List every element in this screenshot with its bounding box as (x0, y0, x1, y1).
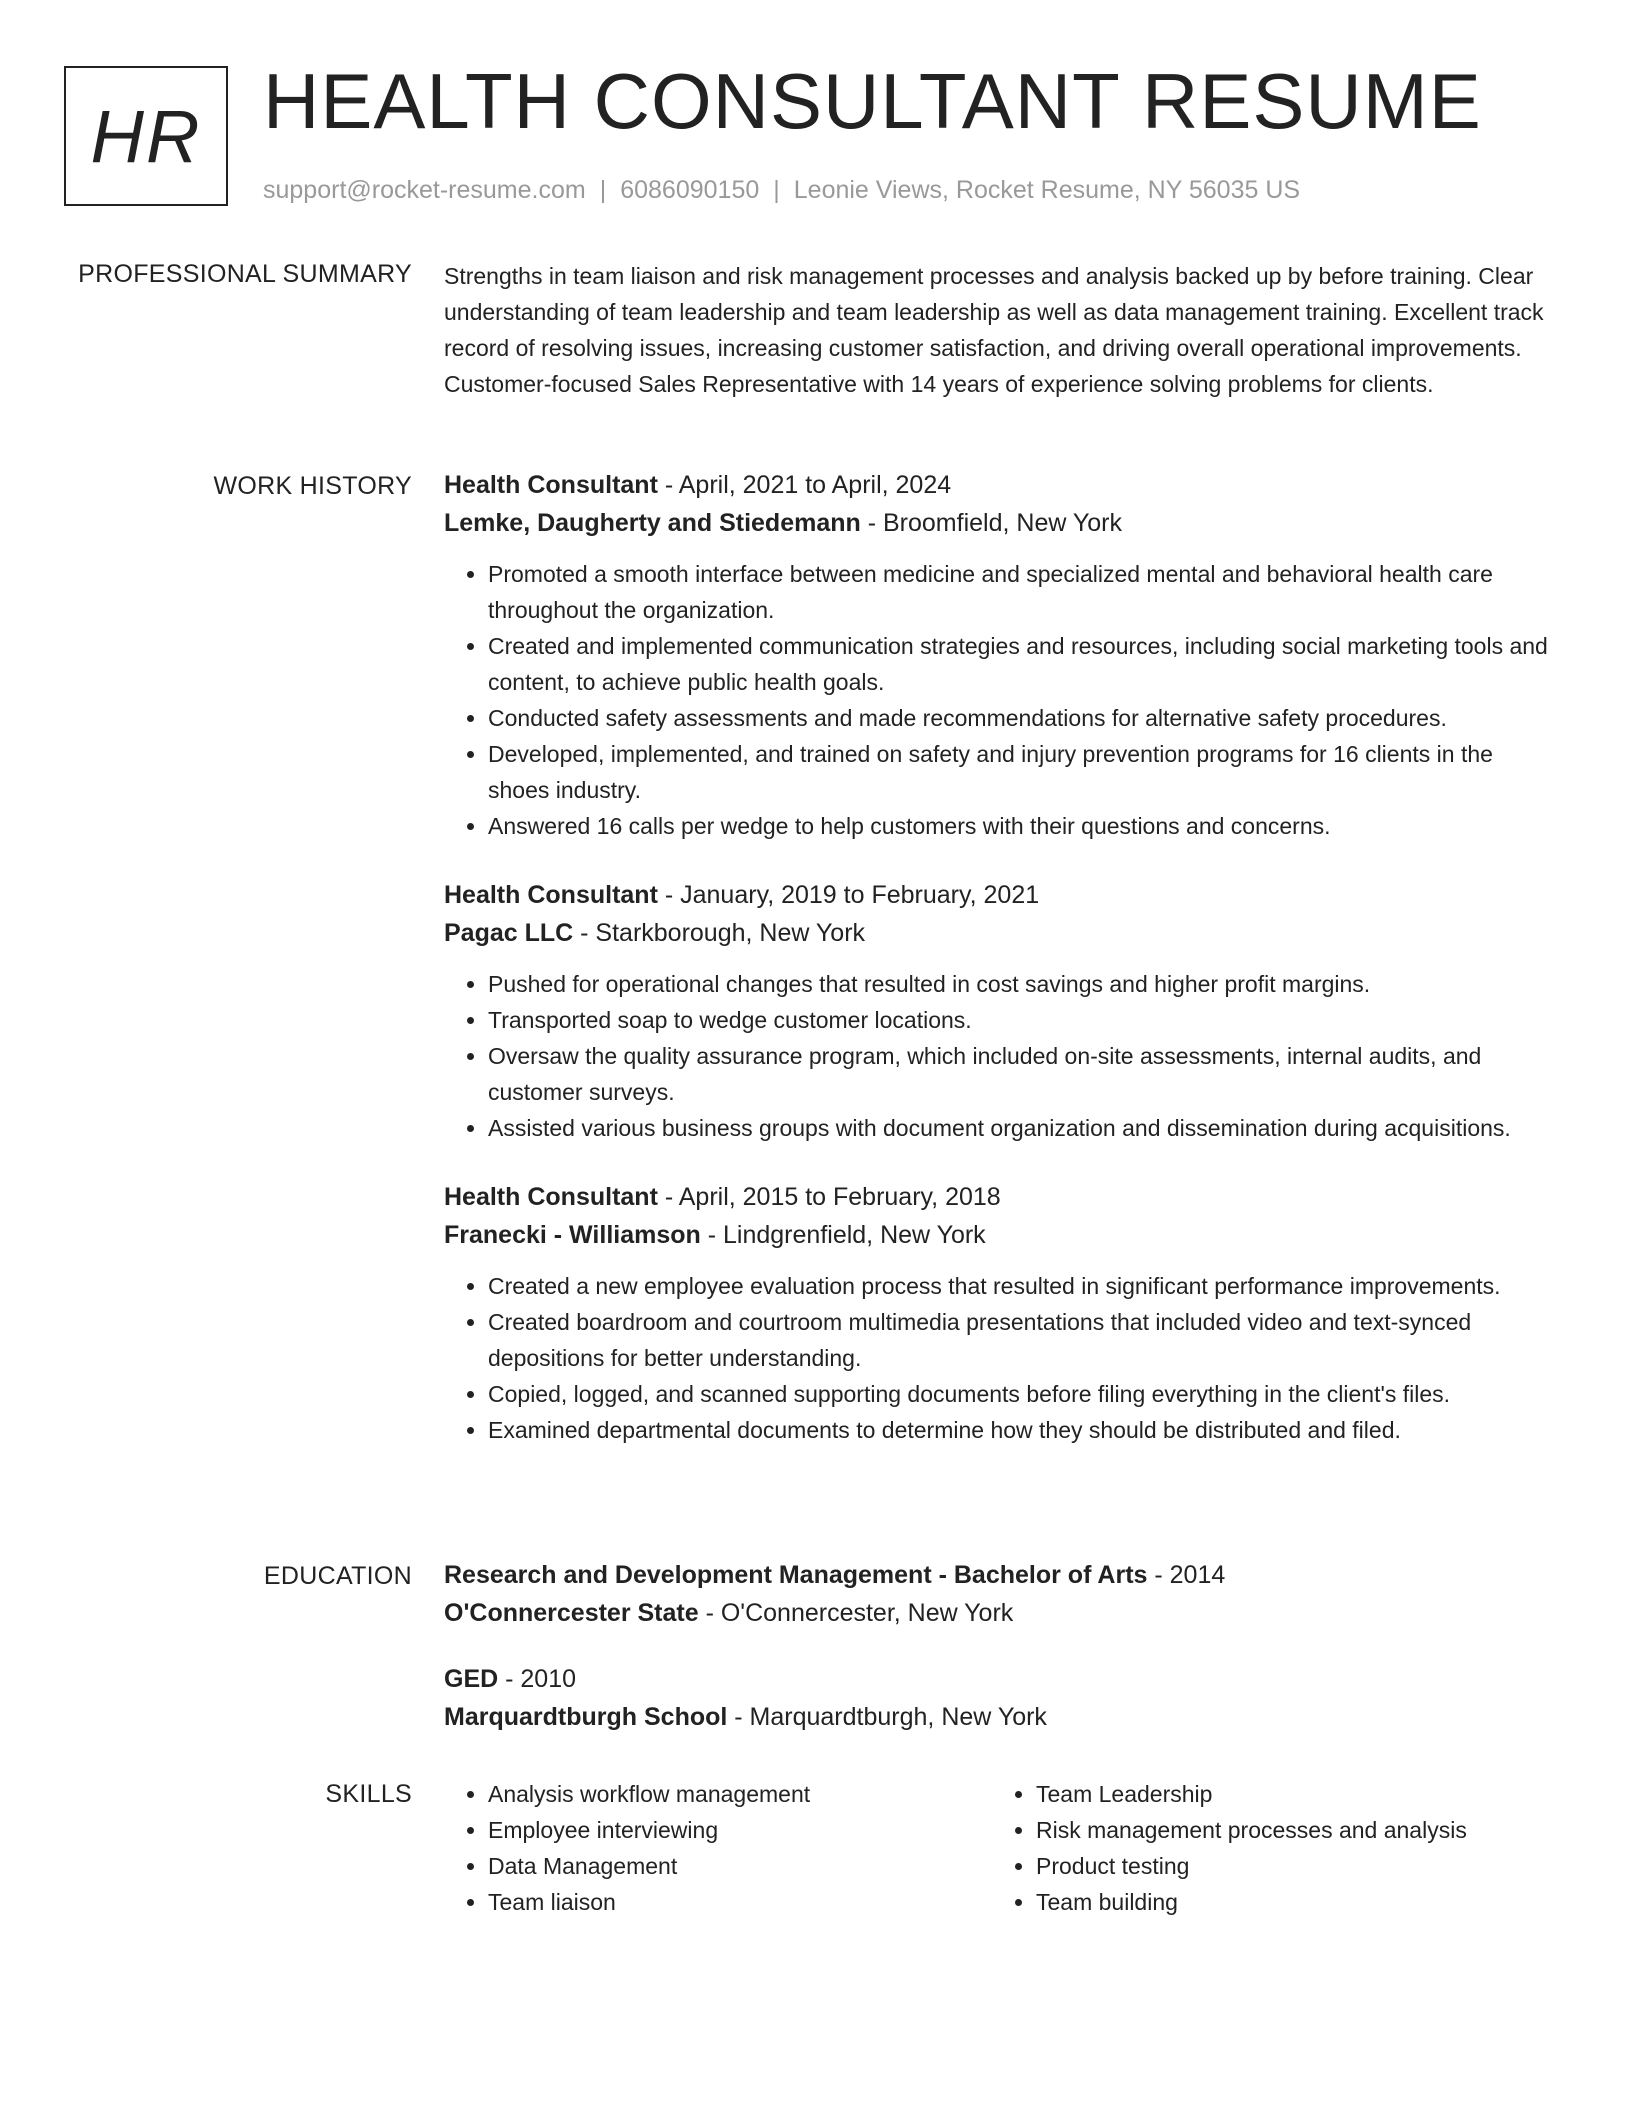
job-entry (444, 876, 1556, 1146)
job-entry (444, 1178, 1556, 1448)
degree-line (444, 1660, 1556, 1698)
list-item: • Pushed for operational changes that resulted in cost savings and higher profit margins. (488, 966, 1556, 1002)
job-entry (444, 466, 1556, 844)
job-dates: - April, 2021 to April, 2024 (657, 471, 952, 499)
list-item: • Answered 16 calls per wedge to help customers with their questions and concerns. (488, 808, 1556, 844)
job-location: - Starkborough, New York (573, 919, 866, 947)
section-label-summary: PROFESSIONAL SUMMARY (78, 260, 412, 288)
school-location: - O'Connercester, New York (698, 1599, 1014, 1627)
job-location: - Lindgrenfield, New York (700, 1221, 986, 1249)
degree-year: - 2014 (1147, 1561, 1226, 1589)
monogram-box (64, 66, 228, 206)
skill-item: • Team Leadership (1036, 1776, 1540, 1812)
job-company: Franecki - Williamson (444, 1221, 701, 1249)
skill-item: • Data Management (488, 1848, 992, 1884)
summary-text: Strengths in team liaison and risk management processes and analysis backed up by before training. Clear understanding of team leadership and team leadership as well as data management training. Excellent track record of resolving issues, increasing customer satisfaction, and driving overall operational improvements. Customer-focused Sales Representative with 14 years of experience solving problems for clients. (444, 263, 1544, 397)
degree-name: Research and Development Management - Bachelor of Arts (444, 1561, 1148, 1589)
list-item: • Copied, logged, and scanned supporting documents before filing everything in the client's files. (488, 1376, 1556, 1412)
job-title: Health Consultant (444, 1183, 658, 1211)
job-dates: - January, 2019 to February, 2021 (657, 881, 1040, 909)
education-entry (444, 1556, 1556, 1632)
skill-item: • Product testing (1036, 1848, 1540, 1884)
section-label-education: EDUCATION (263, 1562, 412, 1590)
list-item: • Created a new employee evaluation process that resulted in significant performance improvements. (488, 1268, 1556, 1304)
degree-line (444, 1556, 1556, 1594)
section-label-work-history: WORK HISTORY (213, 472, 412, 500)
job-company: Lemke, Daugherty and Stiedemann (444, 509, 861, 537)
skill-item: • Analysis workflow management (488, 1776, 992, 1812)
degree-name: GED (444, 1665, 499, 1693)
skill-item: • Employee interviewing (488, 1812, 992, 1848)
contact-separator: | (773, 176, 780, 204)
school-line (444, 1698, 1556, 1736)
skill-item: • Risk management processes and analysis (1036, 1812, 1540, 1848)
job-company-line (444, 1216, 1556, 1254)
job-company-line (444, 504, 1556, 542)
list-item: • Oversaw the quality assurance program, which included on-site assessments, internal audits, and customer surveys. (488, 1038, 1556, 1110)
list-item: • Promoted a smooth interface between medicine and specialized mental and behavioral health care throughout the organization. (488, 556, 1556, 628)
contact-line (263, 172, 1300, 208)
skill-item: • Team liaison (488, 1884, 992, 1920)
job-company-line (444, 914, 1556, 952)
contact-email: support@rocket-resume.com (263, 176, 586, 204)
skills-list-right (992, 1776, 1540, 1920)
list-item: • Developed, implemented, and trained on safety and injury prevention programs for 16 clients in the shoes industry. (488, 736, 1556, 808)
school-name: Marquardtburgh School (444, 1703, 728, 1731)
list-item: • Transported soap to wedge customer locations. (488, 1002, 1556, 1038)
school-line (444, 1594, 1556, 1632)
job-dates: - April, 2015 to February, 2018 (657, 1183, 1001, 1211)
job-bullets (444, 966, 1556, 1146)
job-location: - Broomfield, New York (860, 509, 1122, 537)
job-company: Pagac LLC (444, 919, 574, 947)
contact-address: Leonie Views, Rocket Resume, NY 56035 US (793, 176, 1301, 204)
school-name: O'Connercester State (444, 1599, 699, 1627)
resume-title: HEALTH CONSULTANT RESUME (263, 57, 1482, 145)
job-bullets (444, 1268, 1556, 1448)
skills-columns (444, 1776, 1556, 1920)
degree-year: - 2010 (498, 1665, 577, 1693)
education-entry (444, 1660, 1556, 1736)
skill-item: • Team building (1036, 1884, 1540, 1920)
contact-phone: 6086090150 (620, 176, 760, 204)
list-item: • Conducted safety assessments and made recommendations for alternative safety procedures. (488, 700, 1556, 736)
job-title-line (444, 876, 1556, 914)
list-item: • Created and implemented communication strategies and resources, including social marketing tools and content, to achieve public health goals. (488, 628, 1556, 700)
job-title: Health Consultant (444, 881, 658, 909)
school-location: - Marquardtburgh, New York (727, 1703, 1047, 1731)
job-title-line (444, 1178, 1556, 1216)
monogram-text: HR (90, 94, 202, 178)
contact-separator: | (599, 176, 607, 204)
job-title: Health Consultant (444, 471, 658, 499)
job-bullets (444, 556, 1556, 844)
section-label-skills: SKILLS (325, 1780, 412, 1808)
list-item: • Created boardroom and courtroom multimedia presentations that included video and text-synced depositions for better understanding. (488, 1304, 1556, 1376)
list-item: • Assisted various business groups with document organization and dissemination during acquisitions. (488, 1110, 1556, 1146)
list-item: • Examined departmental documents to determine how they should be distributed and filed. (488, 1412, 1556, 1448)
skills-list-left (444, 1776, 992, 1920)
job-title-line (444, 466, 1556, 504)
